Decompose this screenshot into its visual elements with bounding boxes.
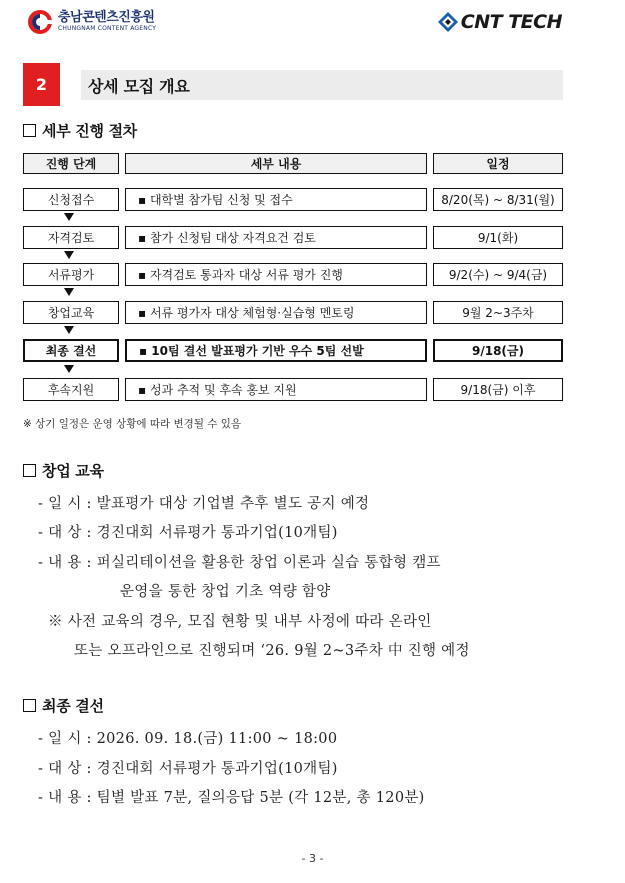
- stage-cell: 서류평가: [23, 263, 119, 286]
- detail-cell: ▪ 참가 신청팀 대상 자격요건 검토: [125, 226, 427, 249]
- agency-name-korean: 충남콘텐츠진흥원: [58, 10, 155, 25]
- section-banner: [23, 63, 563, 106]
- column-header-date: 일정: [433, 153, 563, 174]
- process-heading: 세부 진행 절차: [23, 120, 137, 141]
- stage-cell: 창업교육: [23, 301, 119, 324]
- stage-cell: 후속지원: [23, 378, 119, 401]
- education-line: 운영을 통한 창업 기초 역량 함양: [120, 584, 331, 600]
- detail-cell: ▪ 자격검토 통과자 대상 서류 평가 진행: [125, 263, 427, 286]
- education-note: ※ 사전 교육의 경우, 모집 현황 및 내부 사정에 따라 온라인: [48, 614, 432, 630]
- down-arrow-icon: [64, 365, 74, 373]
- education-line: - 내 용 : 퍼실리테이션을 활용한 창업 이론과 실습 통합형 캠프: [38, 555, 441, 571]
- down-arrow-icon: [64, 326, 74, 334]
- column-header-stage: 진행 단계: [23, 153, 119, 174]
- final-line: - 일 시 : 2026. 09. 18.(금) 11:00 ~ 18:00: [38, 731, 338, 747]
- detail-cell-final: ▪ 10팀 결선 발표평가 기반 우수 5팀 선발: [125, 339, 427, 362]
- checkbox-square-icon: [23, 699, 36, 712]
- detail-cell: ▪ 대학별 참가팀 신청 및 접수: [125, 188, 427, 211]
- down-arrow-icon: [64, 251, 74, 259]
- education-note: 또는 오프라인으로 진행되며 ‘26. 9월 2~3주차 中 진행 예정: [74, 643, 470, 659]
- final-line: - 대 상 : 경진대회 서류평가 통과기업(10개팀): [38, 761, 338, 777]
- date-cell: 8/20(목) ~ 8/31(월): [433, 188, 563, 211]
- section-title: 상세 모집 개요: [88, 76, 190, 96]
- stage-cell: 신청접수: [23, 188, 119, 211]
- down-arrow-icon: [64, 288, 74, 296]
- detail-cell: ▪ 서류 평가자 대상 체험형·실습형 멘토링: [125, 301, 427, 324]
- date-cell: 9/18(금) 이후: [433, 378, 563, 401]
- down-arrow-icon: [64, 213, 74, 221]
- education-line: - 대 상 : 경진대회 서류평가 통과기업(10개팀): [38, 525, 338, 541]
- final-heading: 최종 결선: [23, 695, 104, 716]
- stage-cell-final: 최종 결선: [23, 339, 119, 362]
- cnt-tech-logo: [437, 11, 562, 33]
- page-number: - 3 -: [301, 852, 324, 865]
- stage-cell: 자격검토: [23, 226, 119, 249]
- section-number: 2: [23, 63, 60, 106]
- final-line: - 내 용 : 팀별 발표 7분, 질의응답 5분 (각 12분, 총 120분): [38, 790, 425, 806]
- detail-cell: ▪ 성과 추적 및 후속 홍보 지원: [125, 378, 427, 401]
- education-line: - 일 시 : 발표평가 대상 기업별 추후 별도 공지 예정: [38, 496, 370, 512]
- date-cell-final: 9/18(금): [433, 339, 563, 362]
- column-header-detail: 세부 내용: [125, 153, 427, 174]
- education-heading: 창업 교육: [23, 460, 104, 481]
- chungnam-content-agency-logo: [27, 9, 156, 35]
- agency-name-english: CHUNGNAM CONTENT AGENCY: [58, 25, 157, 32]
- schedule-note: ※ 상기 일정은 운영 상황에 따라 변경될 수 있음: [23, 418, 242, 430]
- checkbox-square-icon: [23, 464, 36, 477]
- date-cell: 9/1(화): [433, 226, 563, 249]
- cnt-diamond-icon: [437, 11, 459, 33]
- agency-logo-icon: [27, 9, 53, 35]
- cnt-tech-wordmark: CNT TECH: [460, 11, 562, 33]
- date-cell: 9월 2~3주차: [433, 301, 563, 324]
- checkbox-square-icon: [23, 124, 36, 137]
- date-cell: 9/2(수) ~ 9/4(금): [433, 263, 563, 286]
